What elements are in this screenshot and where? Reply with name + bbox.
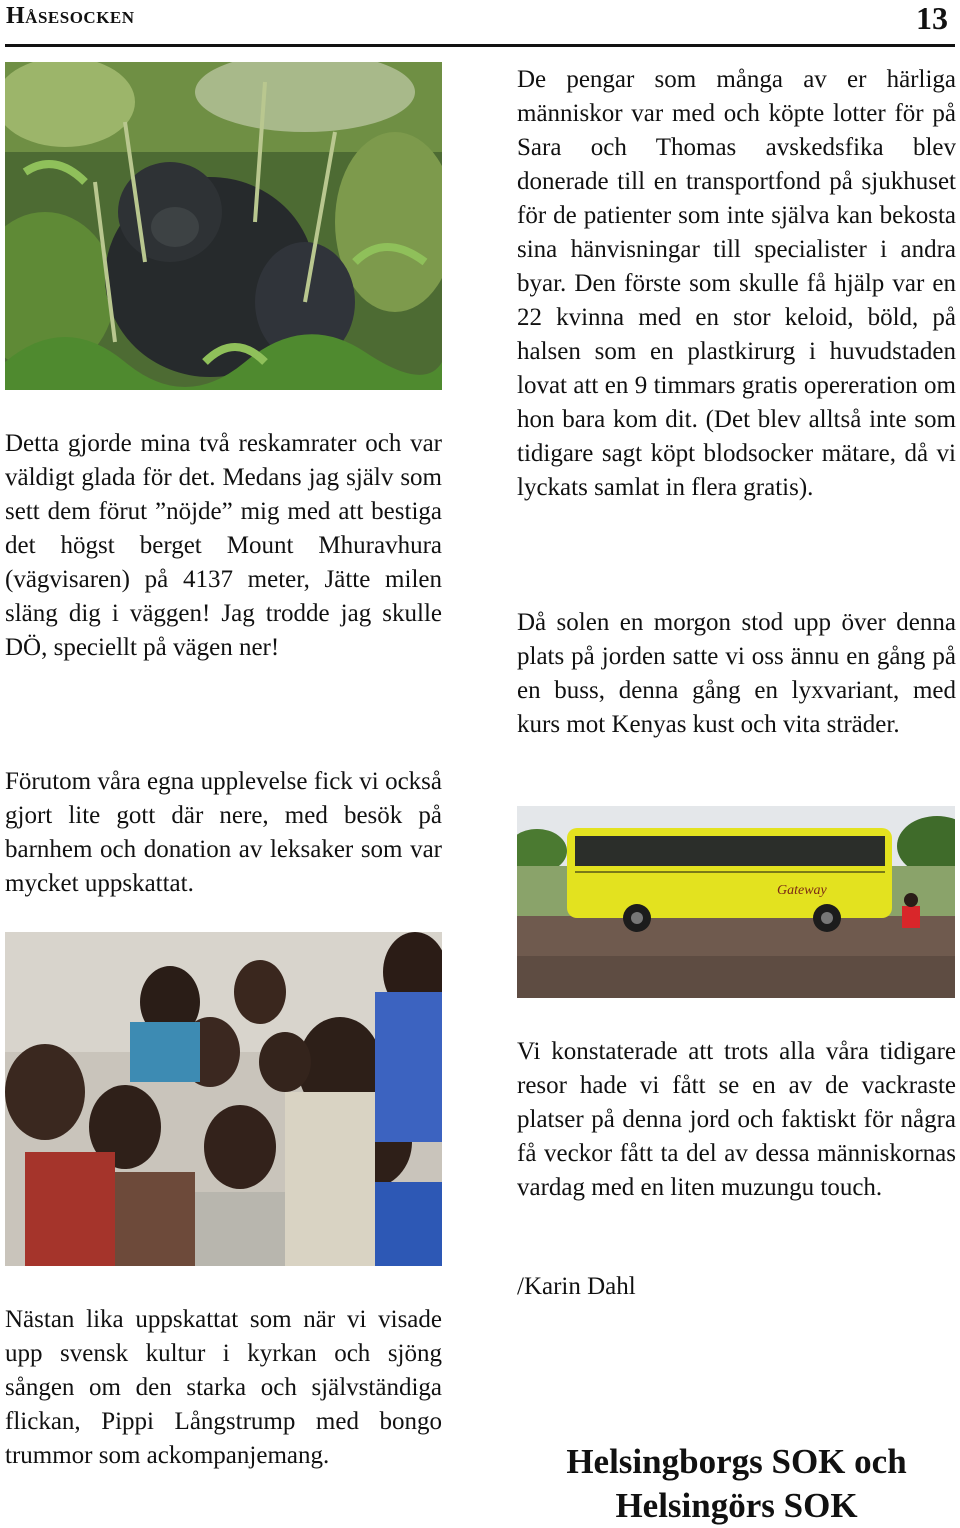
paragraph-conclusion: Vi konstaterade att trots alla våra tidigare resor hade vi fått se en av de vackraste platser på denna jord och faktiskt för några få veckor fått ta del av dessa människornas vardag med en liten muzungu touch. [517, 1038, 956, 1201]
paragraph-bus-journey: Då solen en morgon stod upp över denna plats på jorden satte vi oss ännu en gång på en buss, denna gång en lyxvariant, med kurs mot Kenyas kust och vita sträder. [517, 609, 956, 738]
paragraph-summit: Detta gjorde mina två reskamrater och var väldigt glada för det. Medans jag själv som sett dem förut ”nöjde” mig med att bestiga det högst berget Mount Mhuravhura (vägvisaren) på 4137 meter, Jätte milen släng dig i väggen! Jag trodde jag skulle DÖ, speciellt på vägen ner! [5, 430, 442, 661]
gorilla-photo [5, 62, 442, 390]
bus-photo [517, 806, 955, 998]
paragraph-orphanage: Förutom våra egna upplevelse fick vi också gjort lite gott där nere, med besök på barnhem och donation av leksaker som var mycket uppskattat. [5, 768, 442, 897]
children-photo [5, 932, 442, 1266]
paragraph-pippi: Nästan lika uppskattat som när vi visade upp svensk kultur i kyrkan och sjöng sången om den starka och självständiga flickan, Pippi Långstrump med bongo trummor som ackompanjemang. [5, 1306, 442, 1469]
paragraph-transport-fund: De pengar som många av er härliga människor var med och köpte lotter för på Sara och Thomas avskedsfika blev donerade till en transportfond på sjukhuset för de patienter som inte själva kan bekosta sina hänvisningar till specialister i andra byar. Den förste som skulle få hjälp var en 22 kvinna med en stor keloid, böld, på halsen som en plastkirurg i huvudstaden lovat att en 9 timmars gratis opereration om hon bara kom dit. (Det blev alltså inte som tidigare sagt köpt blodsocker mätare, då vi lyckats samlat in flera gratis). [517, 66, 956, 501]
bus-vehicle [567, 828, 892, 932]
bus-sign: Gateway [777, 883, 827, 898]
author-signature: /Karin Dahl [517, 1273, 636, 1300]
page-number: 13 [916, 0, 948, 36]
page-header-title: Håsesocken [6, 3, 135, 29]
footer-organization [517, 1440, 956, 1528]
header-divider [5, 44, 955, 47]
footer-org-line-2: Helsingörs SOK [615, 1486, 858, 1525]
footer-org-line-1: Helsingborgs SOK och [566, 1442, 907, 1481]
